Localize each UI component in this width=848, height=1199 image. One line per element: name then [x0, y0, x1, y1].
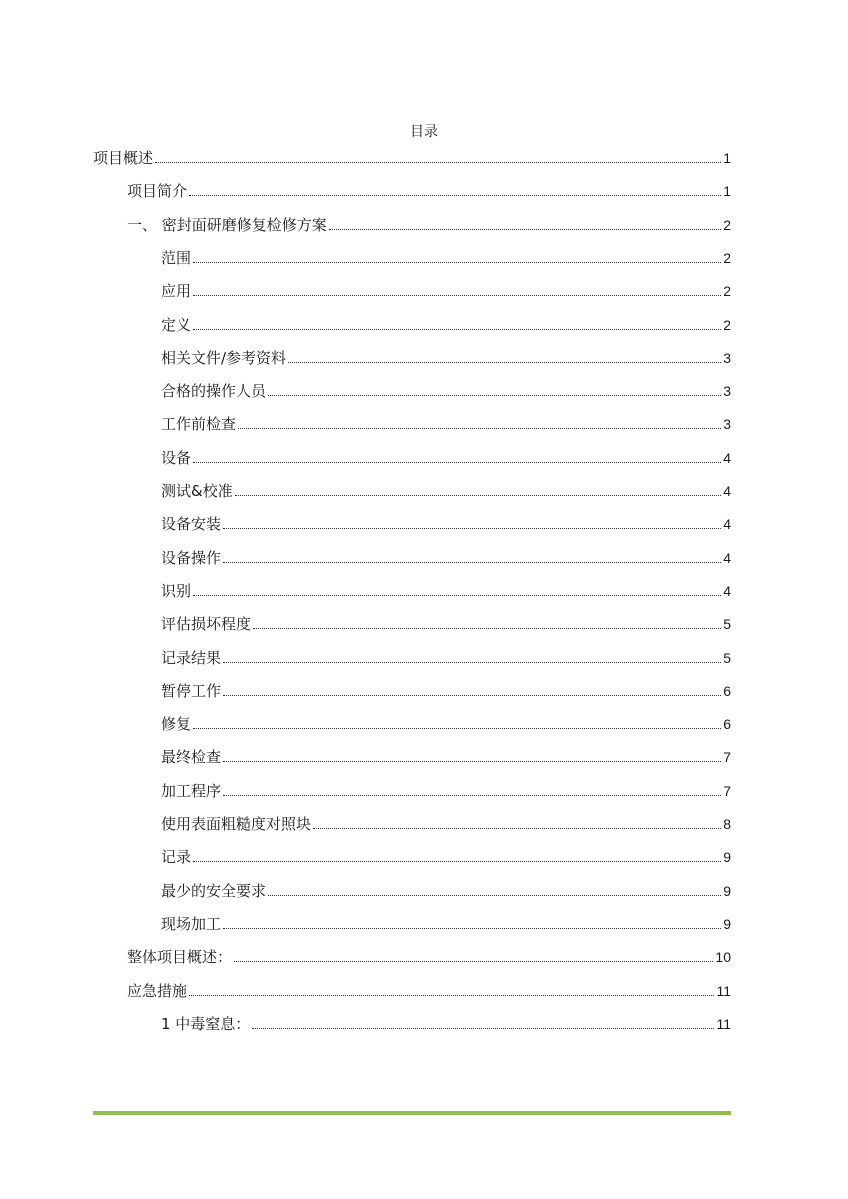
- toc-dot-leader: [313, 828, 721, 829]
- footer-rule: [93, 1111, 731, 1115]
- toc-page-number: 2: [723, 216, 731, 233]
- toc-entry[interactable]: [161, 477, 731, 501]
- toc-entry[interactable]: [161, 910, 731, 934]
- toc-entry-text: 相关文件/参考资料: [161, 348, 287, 367]
- toc-page-number: 1: [723, 150, 731, 166]
- toc-entry-text: 1 中毒窒息：: [161, 1014, 251, 1033]
- toc-entry-text: 识别: [161, 581, 192, 600]
- toc-entry[interactable]: [161, 544, 731, 568]
- toc-dot-leader: [238, 428, 721, 429]
- toc-dot-leader: [223, 562, 721, 563]
- toc-dot-leader: [189, 195, 721, 196]
- toc-entry[interactable]: [161, 410, 731, 434]
- toc-entry-text: 项目简介: [127, 182, 188, 201]
- toc-entry[interactable]: [161, 244, 731, 268]
- toc-dot-leader: [329, 229, 721, 230]
- toc-entry[interactable]: [161, 710, 731, 734]
- toc-page-number: 4: [723, 582, 731, 599]
- toc-entry-text: 设备: [161, 448, 192, 467]
- toc-page-number: 5: [723, 616, 731, 633]
- toc-entry[interactable]: [127, 977, 731, 1001]
- toc-entry-text: 应急措施: [127, 981, 188, 1000]
- toc-page-number: 2: [723, 316, 731, 333]
- toc-entry-text: 设备安装: [161, 515, 222, 534]
- toc-entry[interactable]: [93, 144, 731, 168]
- toc-dot-leader: [235, 495, 722, 496]
- toc-entry[interactable]: [127, 943, 731, 967]
- toc-dot-leader: [223, 662, 721, 663]
- toc-entry-text: 合格的操作人员: [161, 382, 267, 401]
- toc-entry-text: 定义: [161, 315, 192, 334]
- toc-page-number: 4: [723, 549, 731, 566]
- toc-dot-leader: [193, 728, 721, 729]
- toc-dot-leader: [193, 295, 721, 296]
- toc-page-number: 3: [723, 383, 731, 400]
- toc-page-number: 2: [723, 283, 731, 300]
- toc-page-number: 7: [723, 782, 731, 799]
- toc-dot-leader: [223, 928, 721, 929]
- toc-page-number: 2: [723, 249, 731, 266]
- toc-entry[interactable]: [161, 311, 731, 335]
- toc-entry[interactable]: [161, 843, 731, 867]
- toc-entry-text: 暂停工作: [161, 681, 222, 700]
- toc-page-number: 9: [723, 849, 731, 866]
- toc-page-number: 7: [723, 749, 731, 766]
- toc-page-number: 4: [723, 516, 731, 533]
- toc-dot-leader: [193, 861, 721, 862]
- toc-entry-text: 测试&校准: [161, 482, 233, 500]
- toc-page-number: 1: [723, 183, 731, 200]
- toc-dot-leader: [223, 795, 721, 796]
- toc-dot-leader: [253, 628, 721, 629]
- toc-page-number: 4: [723, 449, 731, 466]
- toc-page-number: 10: [715, 949, 731, 966]
- toc-page-number: 9: [723, 882, 731, 899]
- toc-entry-text: 记录结果: [161, 648, 222, 667]
- toc-entry[interactable]: [161, 377, 731, 401]
- toc-entry-text: 最少的安全要求: [161, 881, 267, 900]
- toc-page-number: 5: [723, 649, 731, 666]
- toc-entry[interactable]: [127, 177, 731, 201]
- toc-dot-leader: [155, 162, 721, 163]
- toc-entry-text: 现场加工: [161, 914, 222, 933]
- toc-dot-leader: [223, 761, 721, 762]
- toc-entry[interactable]: [161, 344, 731, 368]
- toc-dot-leader: [193, 595, 721, 596]
- toc-entry-text: 记录: [161, 848, 192, 867]
- toc-entry-text: 一、 密封面研磨修复检修方案: [127, 215, 327, 234]
- toc-title: 目录: [410, 124, 438, 140]
- toc-entry[interactable]: [127, 211, 731, 235]
- toc-dot-leader: [268, 395, 721, 396]
- toc-dot-leader: [223, 695, 721, 696]
- toc-entry-text: 使用表面粗糙度对照块: [161, 815, 312, 833]
- toc-entry[interactable]: [161, 877, 731, 901]
- toc-entry-text: 工作前检查: [161, 415, 237, 434]
- toc-page-number: 3: [723, 349, 731, 366]
- toc-entry-text: 评估损坏程度: [161, 615, 252, 634]
- toc-page-number: 3: [723, 416, 731, 433]
- toc-dot-leader: [193, 262, 721, 263]
- toc-entry-text: 范围: [161, 248, 192, 267]
- toc-page-number: 6: [723, 682, 731, 699]
- toc-entry[interactable]: [161, 277, 731, 301]
- toc-page-number: 11: [716, 982, 731, 999]
- toc-entry-text: 应用: [161, 282, 192, 301]
- toc-entry[interactable]: [161, 644, 731, 668]
- toc-dot-leader: [252, 1028, 714, 1029]
- toc-page-number: 4: [723, 483, 731, 499]
- toc-dot-leader: [193, 462, 721, 463]
- toc-dot-leader: [288, 362, 721, 363]
- toc-dot-leader: [234, 961, 713, 962]
- toc-entry[interactable]: [161, 610, 731, 634]
- toc-dot-leader: [223, 528, 721, 529]
- toc-entry-text: 加工程序: [161, 781, 222, 800]
- toc-entry-text: 修复: [161, 715, 192, 734]
- toc-dot-leader: [193, 329, 721, 330]
- toc-entry[interactable]: [161, 1010, 731, 1034]
- toc-entry-text: 设备操作: [161, 548, 222, 567]
- toc-dot-leader: [189, 995, 714, 996]
- toc-entry-text: 整体项目概述：: [127, 948, 233, 967]
- toc-page-number: 6: [723, 716, 731, 733]
- toc-entry[interactable]: [161, 577, 731, 601]
- toc-entry[interactable]: [161, 743, 731, 767]
- toc-entry[interactable]: [161, 510, 731, 534]
- toc-entry-text: 项目概述: [93, 149, 154, 167]
- toc-dot-leader: [268, 895, 721, 896]
- toc-entry[interactable]: [161, 777, 731, 801]
- toc-entry-text: 最终检查: [161, 748, 222, 767]
- toc-entry[interactable]: [161, 444, 731, 468]
- toc-entry[interactable]: [161, 810, 731, 834]
- toc-page-number: 8: [723, 816, 731, 832]
- toc-page-number: 11: [716, 1015, 731, 1032]
- toc-entry[interactable]: [161, 677, 731, 701]
- toc-page-number: 9: [723, 915, 731, 932]
